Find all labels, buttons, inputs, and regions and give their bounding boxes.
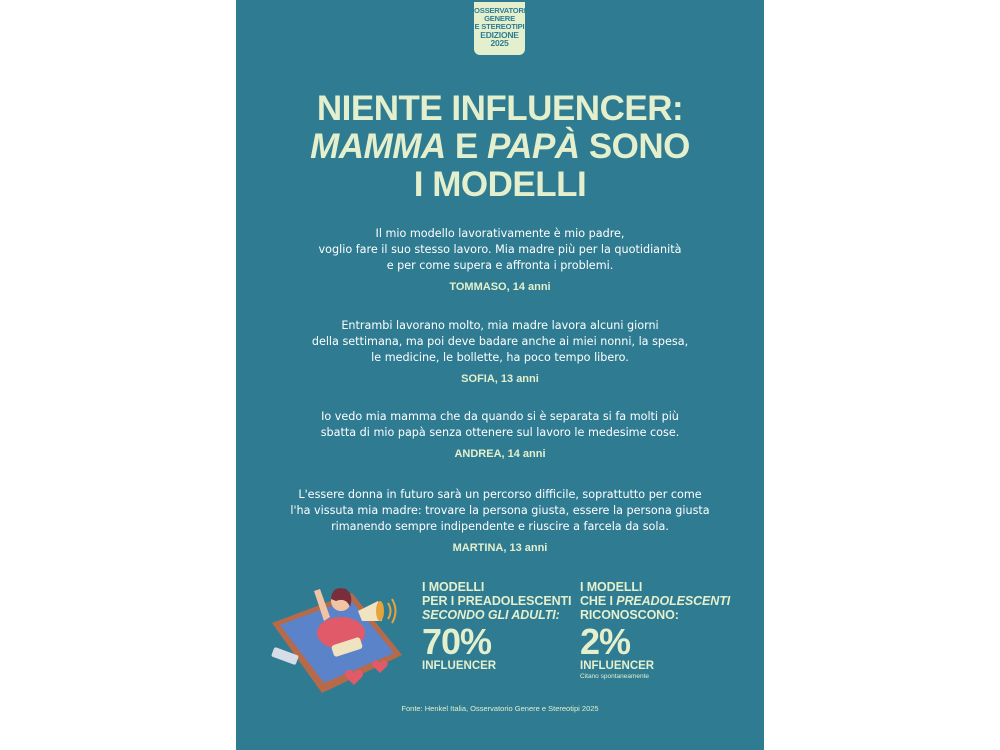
stat-heading: [580, 580, 730, 622]
quote-sofia: [260, 318, 740, 387]
quote-line: della settimana, ma poi deve badare anche ai miei nonni, la spesa,: [311, 335, 689, 348]
quote-author: MARTINA, 13 anni: [452, 542, 548, 554]
badge-line-4: EDIZIONE: [480, 30, 519, 40]
quote-martina: [260, 487, 740, 556]
quote-line: le medicine, le bollette, ha poco tempo libero.: [371, 351, 629, 364]
quote-andrea: [260, 409, 740, 462]
badge-line-3: E STEREOTIPI: [474, 22, 525, 31]
quote-line: Entrambi lavorano molto, mia madre lavora alcuni giorni: [341, 319, 659, 332]
badge-line-1: OSSERVATORIO: [474, 6, 532, 15]
stat-label: INFLUENCER: [422, 660, 497, 672]
title-line-3: I MODELLI: [413, 165, 587, 204]
title-and: E: [445, 127, 487, 166]
quote-author: TOMMASO, 14 anni: [449, 281, 551, 293]
quote-line: sbatta di mio papà senza ottenere sul lavoro le medesime cose.: [320, 426, 680, 439]
badge-line-5: 2025: [490, 38, 509, 48]
title-line-1: NIENTE INFLUENCER:: [316, 89, 684, 128]
stat-heading-line: SECONDO GLI ADULTI:: [422, 608, 560, 622]
stat-label: INFLUENCER: [580, 660, 655, 672]
stat-note: Citano spontaneamente: [580, 673, 650, 680]
stat-heading-line: I MODELLI: [422, 580, 485, 594]
title-mamma: MAMMA: [310, 127, 446, 166]
stat-heading-part: CHE I: [580, 594, 617, 608]
edition-badge: [474, 2, 532, 55]
source-note: Fonte: Henkel Italia, Osservatorio Genere e Stereotipi 2025: [401, 704, 599, 713]
quote-line: Io vedo mia mamma che da quando si è separata si fa molti più: [321, 410, 679, 423]
quote-line: L'essere donna in futuro sarà un percorso difficile, soprattutto per come: [298, 488, 702, 501]
stat-percent: 2%: [580, 621, 631, 662]
badge-line-2: GENERE: [484, 14, 515, 23]
megaphone-bell: [376, 601, 384, 621]
stat-heading-line: I MODELLI: [580, 580, 643, 594]
quote-line: rimanendo sempre indipendente e riuscire a farcela da sola.: [331, 520, 669, 533]
infographic-poster: [236, 0, 764, 750]
sound-waves-icon: [388, 599, 396, 623]
smartphone-illustration: [262, 555, 412, 695]
quote-line: voglio fare il suo stesso lavoro. Mia madre più per la quotidianità: [318, 243, 682, 256]
quote-line: Il mio modello lavorativamente è mio padre,: [375, 227, 625, 240]
title-papa: PAPÀ: [486, 127, 580, 166]
quote-line: e per come supera e affronta i problemi.: [386, 259, 614, 272]
quote-author: ANDREA, 14 anni: [454, 448, 546, 460]
quote-tommaso: [260, 226, 740, 295]
title-sono: SONO: [579, 127, 690, 166]
stat-heading-line: PER I PREADOLESCENTI: [422, 594, 572, 608]
stat-preteens: [580, 580, 730, 681]
stat-percent: 70%: [422, 621, 492, 662]
stat-heading-part: PREADOLESCENTI: [616, 594, 731, 608]
quote-line: l'ha vissuta mia madre: trovare la persona giusta, essere la persona giusta: [290, 504, 710, 517]
stat-heading: [422, 580, 571, 622]
stat-heading-line: RICONOSCONO:: [580, 608, 679, 622]
quote-author: SOFIA, 13 anni: [461, 373, 539, 385]
stat-heading-line: [580, 594, 730, 608]
title-line-2: [236, 128, 764, 166]
page-title: [236, 90, 764, 204]
stat-adults: [422, 580, 571, 673]
